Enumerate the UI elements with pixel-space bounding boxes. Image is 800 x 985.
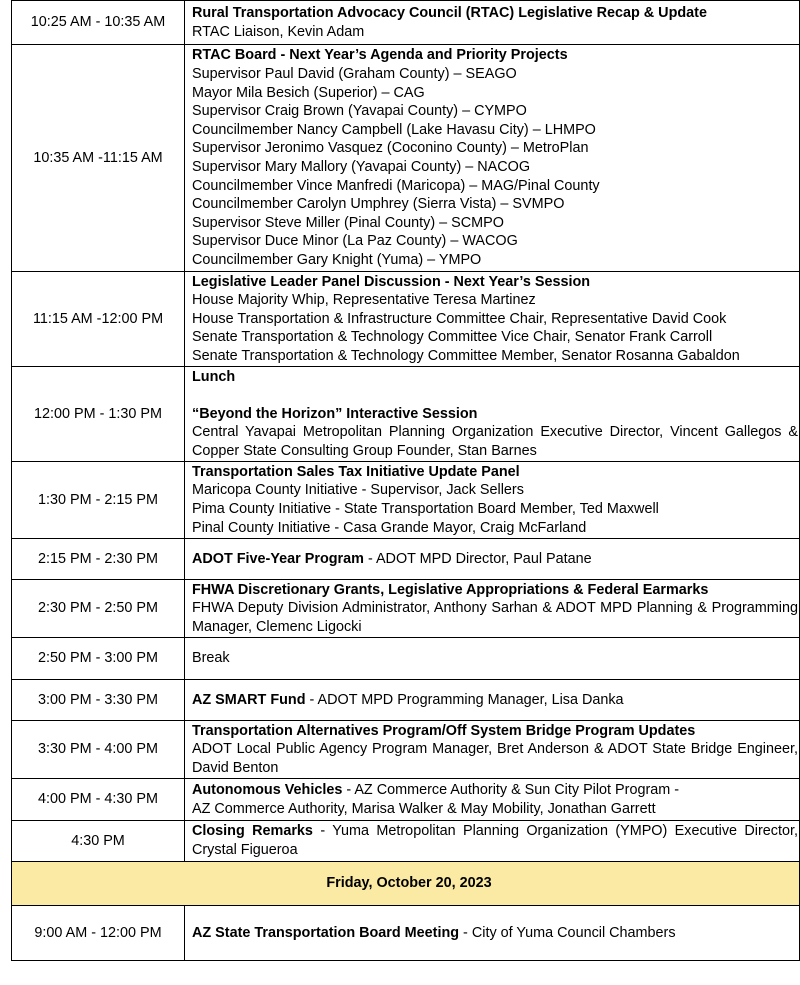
session-cell (185, 272, 800, 367)
time-cell: 3:30 PM - 4:00 PM (12, 721, 185, 779)
speaker-text: FHWA Deputy Division Administrator, Anthony Sarhan & ADOT MPD Planning & Programming Manager, Clemenc Ligocki (192, 600, 798, 635)
session-title: ADOT Five-Year Program (192, 550, 364, 567)
speaker-line: Senate Transportation & Technology Committee Vice Chair, Senator Frank Carroll (192, 329, 713, 346)
session-line (192, 691, 798, 710)
session-cell (185, 539, 800, 580)
day-header-row (12, 862, 800, 906)
speaker-line: AZ Commerce Authority, Marisa Walker & May Mobility, Jonathan Garrett (192, 800, 656, 817)
session-cell (185, 462, 800, 539)
agenda-row (12, 272, 800, 367)
time-cell: 2:15 PM - 2:30 PM (12, 539, 185, 580)
speaker-line: Councilmember Vince Manfredi (Maricopa) – MAG/Pinal County (192, 177, 600, 194)
time-cell: 10:25 AM - 10:35 AM (12, 1, 185, 45)
session-title: Closing Remarks (192, 823, 313, 840)
session-detail: - AZ Commerce Authority & Sun City Pilot Program - (342, 781, 680, 798)
agenda-row (12, 680, 800, 721)
session-line (192, 924, 798, 943)
session-title: RTAC Board - Next Year’s Agenda and Priority Projects (192, 47, 568, 64)
speaker-line: Supervisor Duce Minor (La Paz County) – WACOG (192, 233, 518, 250)
session-detail: - Yuma Metropolitan Planning Organization (YMPO) Executive Director, Crystal Figueroa (192, 823, 798, 858)
session-title: Autonomous Vehicles (192, 781, 343, 798)
agenda-row (12, 721, 800, 779)
speaker-line: House Majority Whip, Representative Teresa Martinez (192, 292, 536, 309)
time-cell: 4:00 PM - 4:30 PM (12, 779, 185, 821)
speaker-line: Senate Transportation & Technology Committee Member, Senator Rosanna Gabaldon (192, 347, 740, 364)
agenda-row (12, 906, 800, 961)
session-title: Legislative Leader Panel Discussion - Next Year’s Session (192, 273, 591, 290)
session-title: AZ State Transportation Board Meeting (192, 924, 460, 941)
session-cell (185, 580, 800, 638)
session-detail: - City of Yuma Council Chambers (459, 924, 676, 941)
speaker-text: Central Yavapai Metropolitan Planning Organization Executive Director, Vincent Gallegos & Copper State Consulting Group Founder, Stan Barnes (192, 424, 798, 459)
speaker-line: RTAC Liaison, Kevin Adam (192, 23, 365, 40)
time-cell: 3:00 PM - 3:30 PM (12, 680, 185, 721)
agenda-row (12, 779, 800, 821)
agenda-row (12, 462, 800, 539)
speaker-line: Councilmember Carolyn Umphrey (Sierra Vista) – SVMPO (192, 196, 565, 213)
speaker-line: Councilmember Gary Knight (Yuma) – YMPO (192, 251, 482, 268)
session-subtitle: “Beyond the Horizon” Interactive Session (192, 405, 478, 422)
session-title: AZ SMART Fund (192, 691, 306, 708)
time-cell: 2:50 PM - 3:00 PM (12, 638, 185, 680)
time-cell: 11:15 AM -12:00 PM (12, 272, 185, 367)
session-title: Rural Transportation Advocacy Council (RTAC) Legislative Recap & Update (192, 4, 707, 21)
speaker-line: Pinal County Initiative - Casa Grande Mayor, Craig McFarland (192, 519, 587, 536)
session-detail: Break (192, 650, 230, 667)
session-line (192, 822, 798, 859)
session-detail: - ADOT MPD Director, Paul Patane (363, 550, 592, 567)
agenda-row (12, 539, 800, 580)
agenda-row (12, 821, 800, 862)
speaker-line: House Transportation & Infrastructure Committee Chair, Representative David Cook (192, 310, 727, 327)
agenda-table (11, 0, 800, 961)
agenda-row (12, 638, 800, 680)
speaker-line: Mayor Mila Besich (Superior) – CAG (192, 84, 425, 101)
speaker-line: Pima County Initiative - State Transportation Board Member, Ted Maxwell (192, 501, 659, 517)
speaker-line: Councilmember Nancy Campbell (Lake Havasu City) – LHMPO (192, 121, 596, 138)
time-cell: 10:35 AM -11:15 AM (12, 45, 185, 272)
session-cell (185, 721, 800, 779)
agenda-row (12, 580, 800, 638)
session-title: Transportation Alternatives Program/Off System Bridge Program Updates (192, 722, 696, 739)
session-title: Transportation Sales Tax Initiative Update Panel (192, 463, 520, 480)
time-cell: 2:30 PM - 2:50 PM (12, 580, 185, 638)
speaker-line: Maricopa County Initiative - Supervisor, Jack Sellers (192, 482, 524, 499)
speaker-line: Supervisor Mary Mallory (Yavapai County) – NACOG (192, 159, 531, 175)
session-cell (185, 367, 800, 462)
speaker-line: Supervisor Craig Brown (Yavapai County) – CYMPO (192, 103, 527, 120)
agenda-row (12, 367, 800, 462)
session-cell (185, 779, 800, 821)
time-cell: 4:30 PM (12, 821, 185, 862)
speaker-text: ADOT Local Public Agency Program Manager, Bret Anderson & ADOT State Bridge Engineer, David Benton (192, 741, 798, 776)
spacer (192, 386, 798, 405)
session-title: Lunch (192, 368, 236, 385)
session-cell (185, 680, 800, 721)
agenda-row (12, 1, 800, 45)
agenda-row (12, 45, 800, 272)
session-cell (185, 45, 800, 272)
session-line (192, 550, 798, 569)
session-title: FHWA Discretionary Grants, Legislative Appropriations & Federal Earmarks (192, 581, 709, 598)
session-cell (185, 906, 800, 961)
speaker-line: Supervisor Steve Miller (Pinal County) – SCMPO (192, 214, 504, 231)
time-cell: 1:30 PM - 2:15 PM (12, 462, 185, 539)
session-cell (185, 638, 800, 680)
time-cell: 9:00 AM - 12:00 PM (12, 906, 185, 961)
speaker-line: Supervisor Paul David (Graham County) – SEAGO (192, 66, 517, 83)
session-line (192, 781, 798, 800)
speaker-line: Supervisor Jeronimo Vasquez (Coconino County) – MetroPlan (192, 140, 589, 157)
session-cell (185, 1, 800, 45)
day-header: Friday, October 20, 2023 (12, 862, 800, 906)
session-detail: - ADOT MPD Programming Manager, Lisa Danka (305, 691, 624, 708)
session-cell (185, 821, 800, 862)
time-cell: 12:00 PM - 1:30 PM (12, 367, 185, 462)
